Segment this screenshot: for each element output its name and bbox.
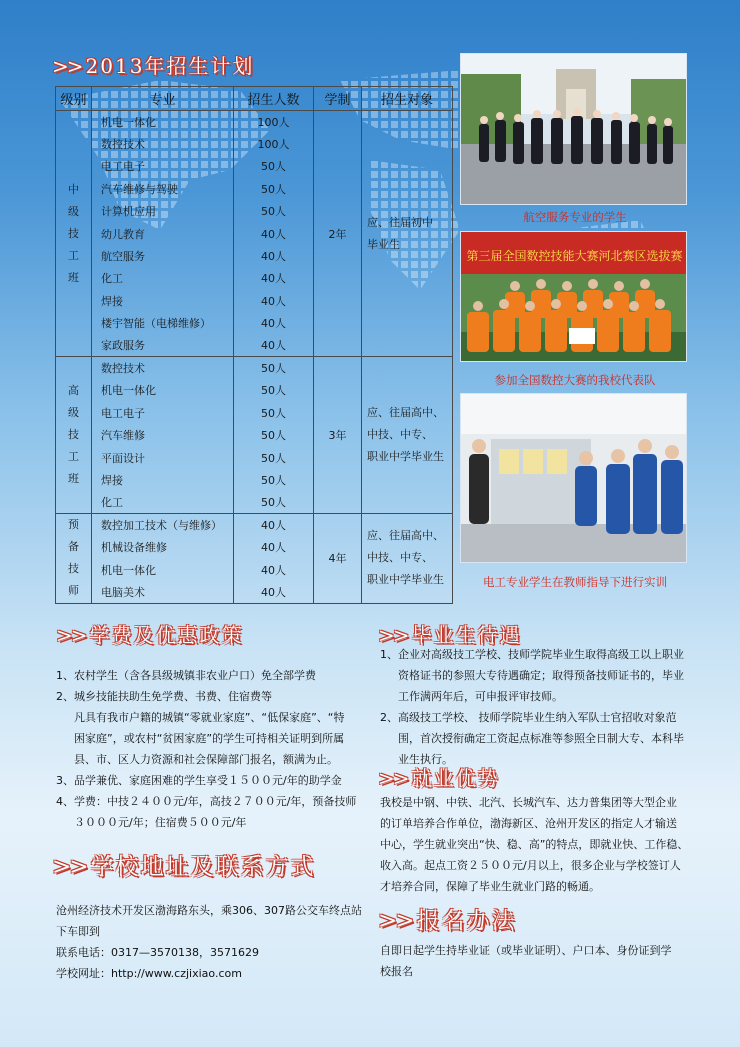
graduate-line-6: 业生执行。 <box>398 753 453 766</box>
header-count: 招生人数 <box>234 87 314 111</box>
employment-line-5: 才培养合同，保障了毕业生就业门路的畅通。 <box>380 880 600 893</box>
level-char: 备 <box>68 540 79 554</box>
major-cell: 化工 <box>92 491 234 513</box>
count-cell: 50人 <box>234 491 314 513</box>
enroll-line-1: 自即日起学生持毕业证（或毕业证明）、户口本、身份证到学 <box>380 944 672 957</box>
major-cell: 数控技术 <box>92 133 234 155</box>
graduate-line-1: 1、企业对高级技工学校、技师学院毕业生取得高级工以上职业 <box>380 648 684 661</box>
count-cell: 50人 <box>234 200 314 222</box>
header-target: 招生对象 <box>362 87 453 111</box>
level-char: 级 <box>68 204 79 218</box>
count-cell: 40人 <box>234 312 314 334</box>
caption-aviation: 航空服务专业的学生 <box>523 210 627 224</box>
employment-line-1: 我校是中钢、中铁、北汽、长城汽车、达力普集团等大型企业 <box>380 796 677 809</box>
major-cell: 家政服务 <box>92 334 234 356</box>
fees-item-4-detail: ３０００元/年；住宿费５００元/年 <box>74 816 247 829</box>
fees-item-2-detail-2: 困家庭”，或农村“贫困家庭”的学生可持相关证明到所属 <box>74 732 345 745</box>
count-cell: 100人 <box>234 111 314 133</box>
target-cell <box>362 357 453 514</box>
enrollment-plan-table <box>55 86 453 604</box>
target-line: 应、往届初中 <box>367 215 433 229</box>
contact-website: 学校网址：http://www.czjixiao.com <box>56 967 242 980</box>
level-char: 预 <box>68 518 79 532</box>
major-cell: 数控加工技术（与维修） <box>92 514 234 536</box>
count-cell: 50人 <box>234 379 314 401</box>
graduate-line-3: 工作满两年后，可申报评审技师。 <box>398 690 563 703</box>
fees-item-3: 3、品学兼优、家庭困难的学生享受１５００元/年的助学金 <box>56 774 342 787</box>
level-char: 中 <box>68 182 79 196</box>
contact-address-cont: 下车即到 <box>56 925 100 938</box>
target-line: 中技、中专、 <box>367 428 433 442</box>
major-cell: 汽车维修 <box>92 424 234 446</box>
count-cell: 100人 <box>234 133 314 155</box>
major-cell: 平面设计 <box>92 446 234 468</box>
count-cell: 40人 <box>234 267 314 289</box>
cnc-team-photo-image <box>461 232 687 362</box>
count-cell: 40人 <box>234 222 314 244</box>
fees-content <box>56 665 376 833</box>
level-char: 高 <box>68 384 79 398</box>
contact-heading: >> 学校地址及联系方式 <box>52 854 316 880</box>
level-cell <box>56 111 92 357</box>
employment-heading: >> 就业优势 <box>378 766 500 790</box>
table-row <box>56 357 453 379</box>
enroll-title: 报名办法 <box>416 908 517 934</box>
fees-item-2-detail-3: 县、市、区人力资源和社会保障部门报名，额满为止。 <box>74 753 338 766</box>
count-cell: 50人 <box>234 155 314 177</box>
enrollment-plan-body <box>56 111 453 604</box>
plan-heading: >> 2013年招生计划 <box>52 54 255 78</box>
fees-item-2-detail-1: 凡具有我市户籍的城镇“零就业家庭”、“低保家庭”、“特 <box>74 711 345 724</box>
employment-line-2: 的订单培养合作单位，渤海新区、沧州开发区的指定人才输送 <box>380 817 677 830</box>
count-cell: 40人 <box>234 558 314 580</box>
target-cell <box>362 111 453 357</box>
major-cell: 机电一体化 <box>92 111 234 133</box>
major-cell: 焊接 <box>92 469 234 491</box>
graduate-line-2: 资格证书的参照大专待遇确定；取得预备技师证书的，毕业 <box>398 669 684 682</box>
level-char: 班 <box>68 270 79 284</box>
major-cell: 数控技术 <box>92 357 234 379</box>
count-cell: 40人 <box>234 290 314 312</box>
target-line: 应、往届高中、 <box>367 406 444 420</box>
contact-address: 沧州经济技术开发区渤海路东头，乘306、307路公交车终点站 <box>56 904 362 917</box>
count-cell: 40人 <box>234 334 314 356</box>
plan-title: 2013年招生计划 <box>85 54 255 78</box>
major-cell: 电工电子 <box>92 155 234 177</box>
header-years: 学制 <box>314 87 362 111</box>
level-char: 级 <box>68 406 79 420</box>
major-cell: 航空服务 <box>92 245 234 267</box>
major-cell: 化工 <box>92 267 234 289</box>
count-cell: 40人 <box>234 581 314 603</box>
fees-item-2: 2、城乡技能扶助生免学费、书费、住宿费等 <box>56 690 272 703</box>
count-cell: 50人 <box>234 469 314 491</box>
graduate-line-5: 围，首次授衔确定工资起点标准等参照全日制大专、本科毕 <box>398 732 684 745</box>
major-cell: 机械设备维修 <box>92 536 234 558</box>
graduate-line-4: 2、高级技工学校、 技师学院毕业生纳入军队士官招收对象范 <box>380 711 677 724</box>
target-line: 职业中学毕业生 <box>367 450 444 464</box>
level-char: 技 <box>68 562 79 576</box>
photo-aviation-students <box>460 53 687 205</box>
caption-electrician: 电工专业学生在教师指导下进行实训 <box>483 575 667 589</box>
contact-content <box>56 900 376 984</box>
level-char: 技 <box>68 428 79 442</box>
major-cell: 焊接 <box>92 290 234 312</box>
count-cell: 50人 <box>234 357 314 379</box>
major-cell: 电工电子 <box>92 402 234 424</box>
major-cell: 计算机应用 <box>92 200 234 222</box>
photo-cnc-team <box>460 231 687 362</box>
target-line: 中技、中专、 <box>367 551 433 565</box>
aviation-photo-image <box>461 54 687 205</box>
header-level: 级别 <box>56 87 92 111</box>
target-line: 职业中学毕业生 <box>367 573 444 587</box>
count-cell: 40人 <box>234 514 314 536</box>
employment-line-4: 收入高。起点工资２５００元/月以上，很多企业与学校签订人 <box>380 859 681 872</box>
major-cell: 电脑美术 <box>92 581 234 603</box>
fees-item-1: 1、农村学生（含各县级城镇非农业户口）免全部学费 <box>56 669 316 682</box>
contact-title: 学校地址及联系方式 <box>90 854 316 880</box>
enroll-content <box>380 940 700 982</box>
years-cell: 4年 <box>314 514 362 604</box>
header-major: 专业 <box>92 87 234 111</box>
graduate-title: 毕业生待遇 <box>411 623 522 647</box>
years-cell: 3年 <box>314 357 362 514</box>
target-cell <box>362 514 453 604</box>
major-cell: 幼儿教育 <box>92 222 234 244</box>
table-header-row <box>56 87 453 111</box>
employment-content <box>380 792 700 897</box>
level-char: 工 <box>68 248 79 262</box>
table-row <box>56 111 453 133</box>
count-cell: 40人 <box>234 536 314 558</box>
level-char: 技 <box>68 226 79 240</box>
target-line: 应、往届高中、 <box>367 529 444 543</box>
major-cell: 机电一体化 <box>92 558 234 580</box>
caption-cnc: 参加全国数控大赛的我校代表队 <box>494 373 656 387</box>
major-cell: 汽车维修与驾驶 <box>92 178 234 200</box>
level-char: 班 <box>68 472 79 486</box>
employment-title: 就业优势 <box>411 766 500 790</box>
major-cell: 机电一体化 <box>92 379 234 401</box>
level-cell <box>56 514 92 604</box>
enroll-heading: >> 报名办法 <box>378 908 517 934</box>
count-cell: 50人 <box>234 178 314 200</box>
count-cell: 50人 <box>234 446 314 468</box>
cnc-banner-text: 第三届全国数控技能大赛河北赛区选拔赛 <box>466 249 683 263</box>
level-char: 工 <box>68 450 79 464</box>
enroll-line-2: 校报名 <box>380 965 413 978</box>
fees-title: 学费及优惠政策 <box>89 623 244 647</box>
fees-item-4: 4、学费：中技２４００元/年，高技２７００元/年，预备技师 <box>56 795 357 808</box>
electrician-photo-image <box>461 394 687 563</box>
count-cell: 50人 <box>234 424 314 446</box>
years-cell: 2年 <box>314 111 362 357</box>
target-line: 毕业生 <box>367 237 400 251</box>
fees-heading: >> 学费及优惠政策 <box>56 623 244 647</box>
graduate-heading: >> 毕业生待遇 <box>378 623 522 647</box>
table-row <box>56 514 453 536</box>
count-cell: 50人 <box>234 402 314 424</box>
employment-line-3: 中心，学生就业突出“快、稳、高”的特点，即就业快、工作稳、 <box>380 838 689 851</box>
level-char: 师 <box>68 584 79 598</box>
graduate-content <box>380 644 700 770</box>
count-cell: 40人 <box>234 245 314 267</box>
photo-electrician-training <box>460 393 687 563</box>
level-cell <box>56 357 92 514</box>
contact-phone: 联系电话：0317—3570138，3571629 <box>56 946 259 959</box>
major-cell: 楼宇智能（电梯维修） <box>92 312 234 334</box>
